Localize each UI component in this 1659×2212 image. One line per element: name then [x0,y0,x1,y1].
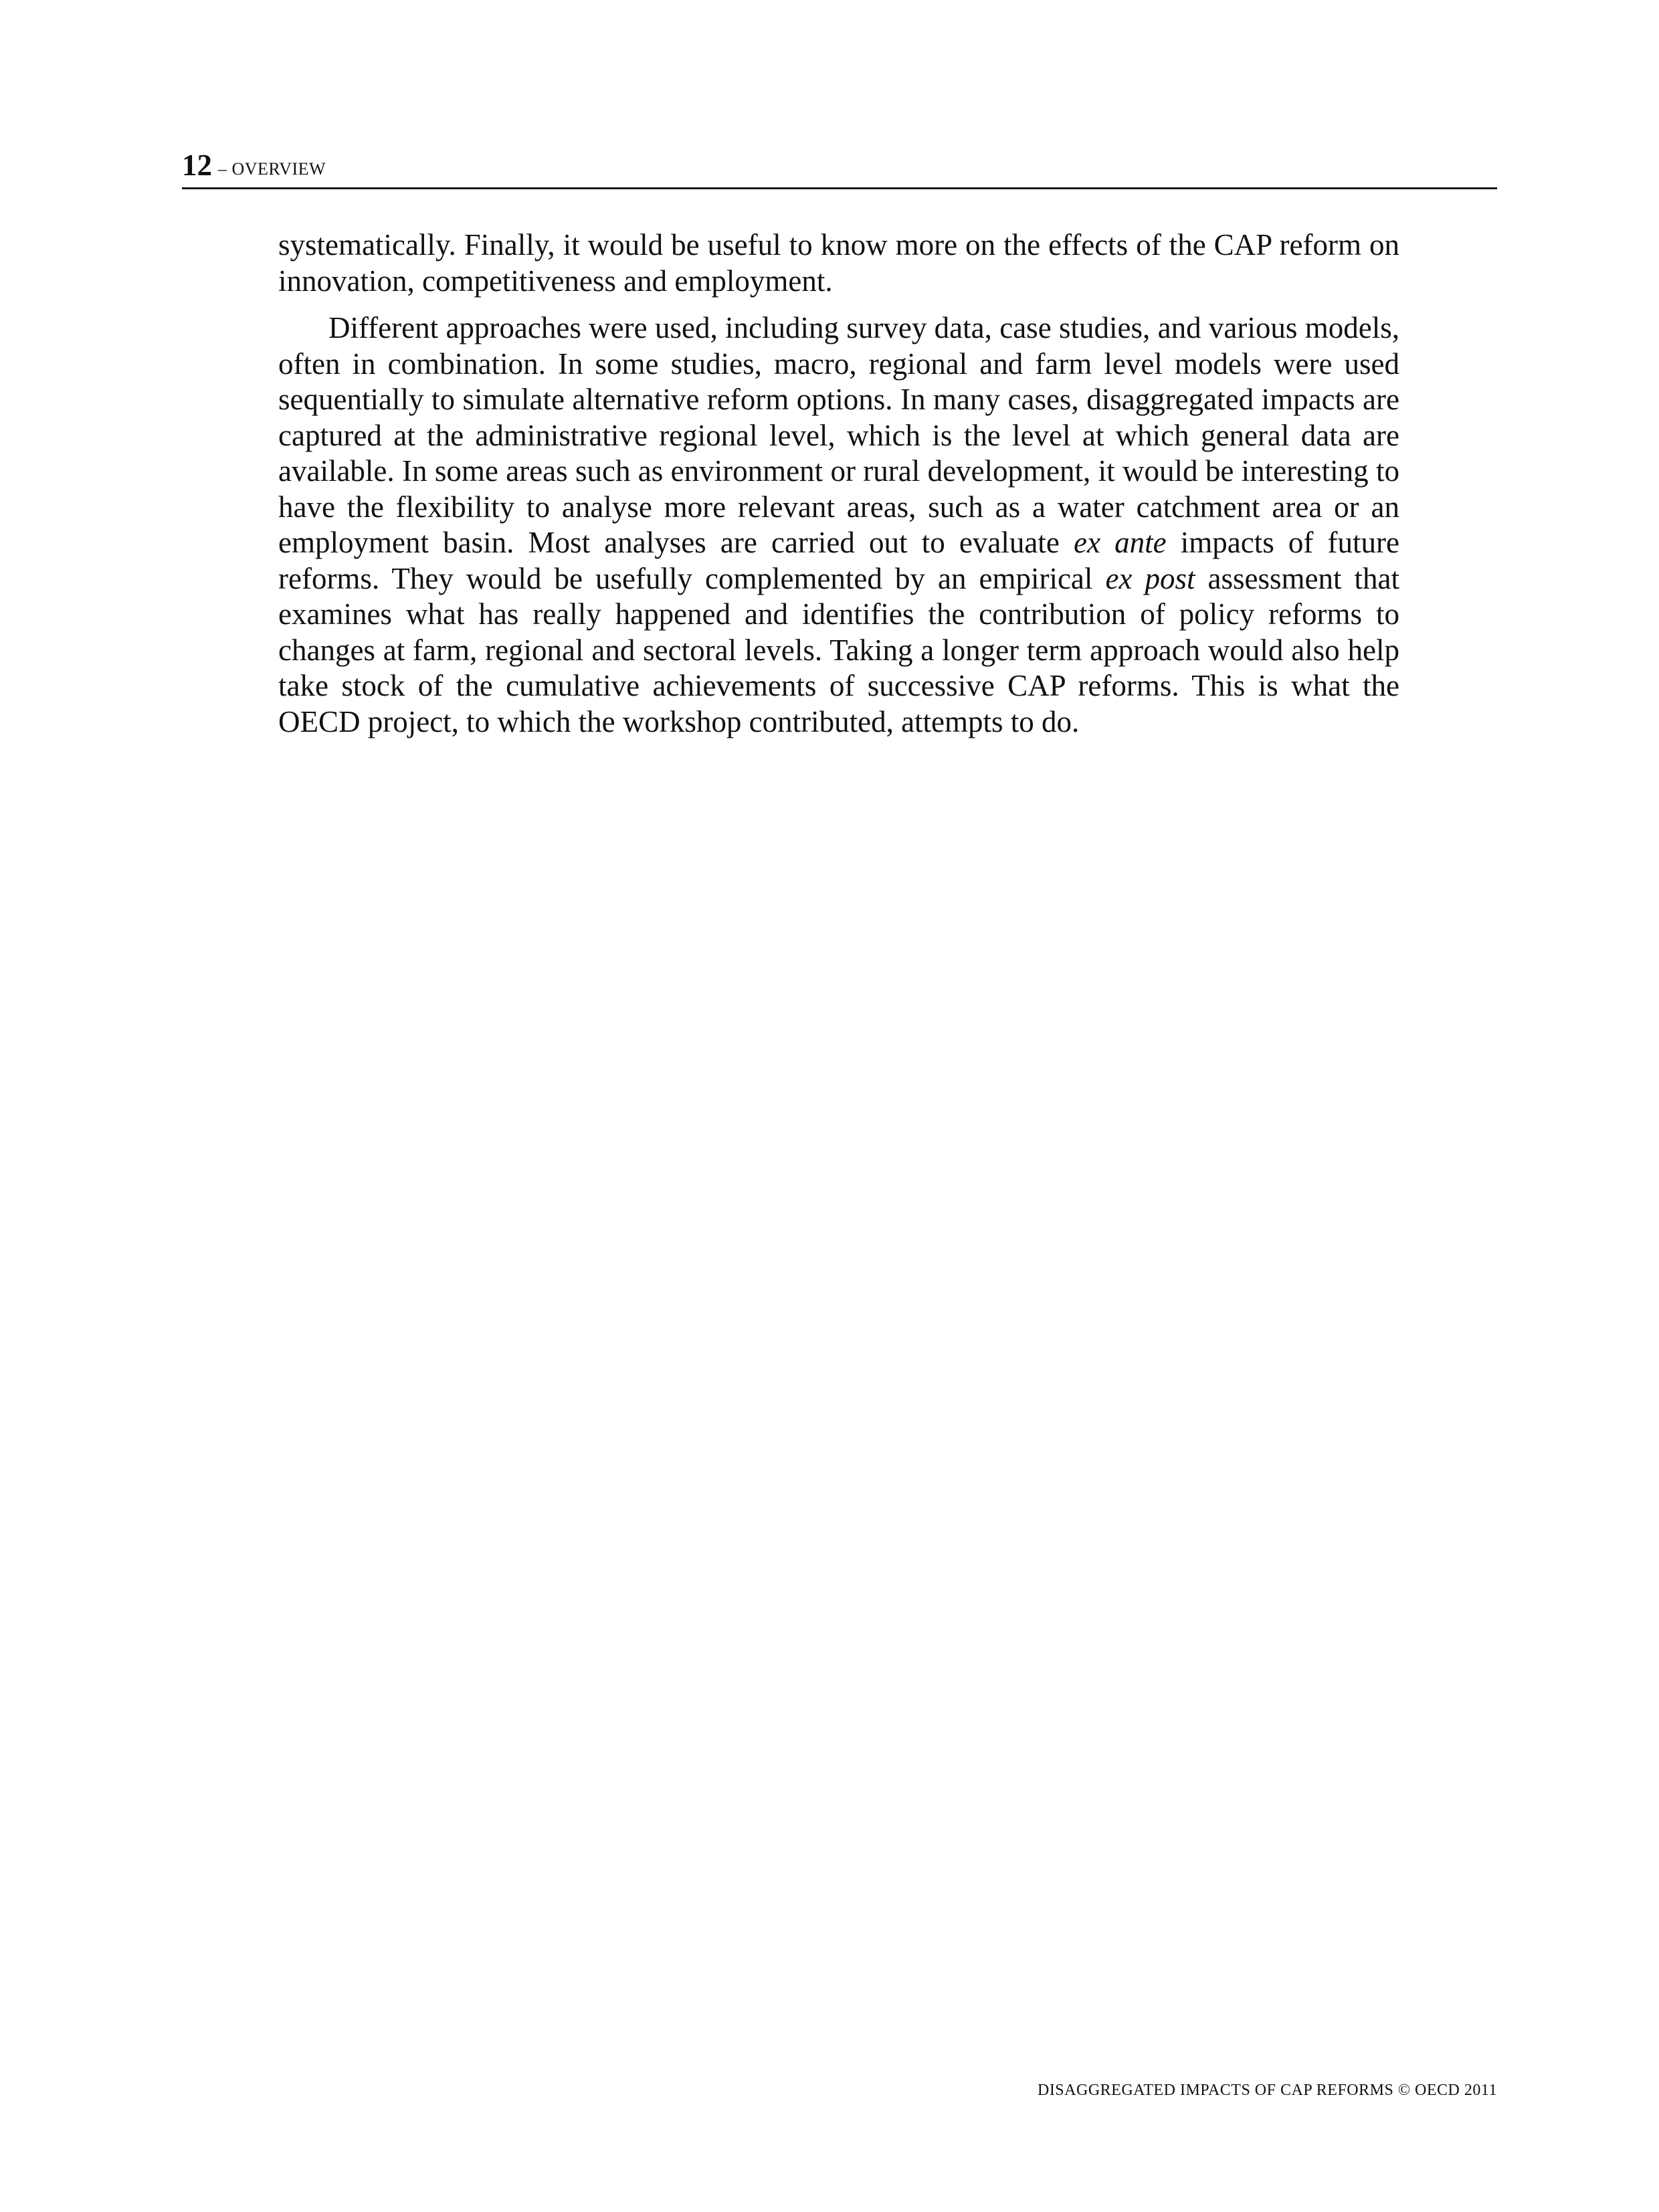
running-head: – OVERVIEW [218,159,326,179]
paragraph-2-text-part-2: impacts of future reforms. They would be usefully complemented by an empirical [278,526,1399,595]
paragraph-2 [278,310,1399,740]
page-footer: DISAGGREGATED IMPACTS OF CAP REFORMS © OECD 2011 [1037,2082,1497,2099]
paragraph-2-text-part-3: assessment that examines what has really happened and identifies the contribution of policy reforms to changes at farm, regional and sectoral levels. Taking a longer term approach would also help take stock of the cumulative achievements of successive CAP reforms. This is what the OECD project, to which the workshop contributed, attempts to do. [278,561,1400,738]
ex-ante-italic: ex ante [1073,526,1167,559]
paragraph-1: systematically. Finally, it would be useful to know more on the effects of the CAP reform on innovation, competitiveness and employment. [278,228,1399,298]
paragraph-2-text-part-1: Different approaches were used, including survey data, case studies, and various models, often in combination. In some studies, macro, regional and farm level models were used sequentially to simulate alternative reform options. In many cases, disaggregated impacts are captured at the administrative regional level, which is the level at which general data are available. In some areas such as environment or rural development, it would be interesting to have the flexibility to analyse more relevant areas, such as a water catchment area or an employment basin. Most analyses are carried out to evaluate [278,311,1399,559]
body-text [278,227,1399,751]
page-header [182,148,1497,189]
page-number: 12 [182,148,212,182]
ex-post-italic: ex post [1105,561,1195,595]
